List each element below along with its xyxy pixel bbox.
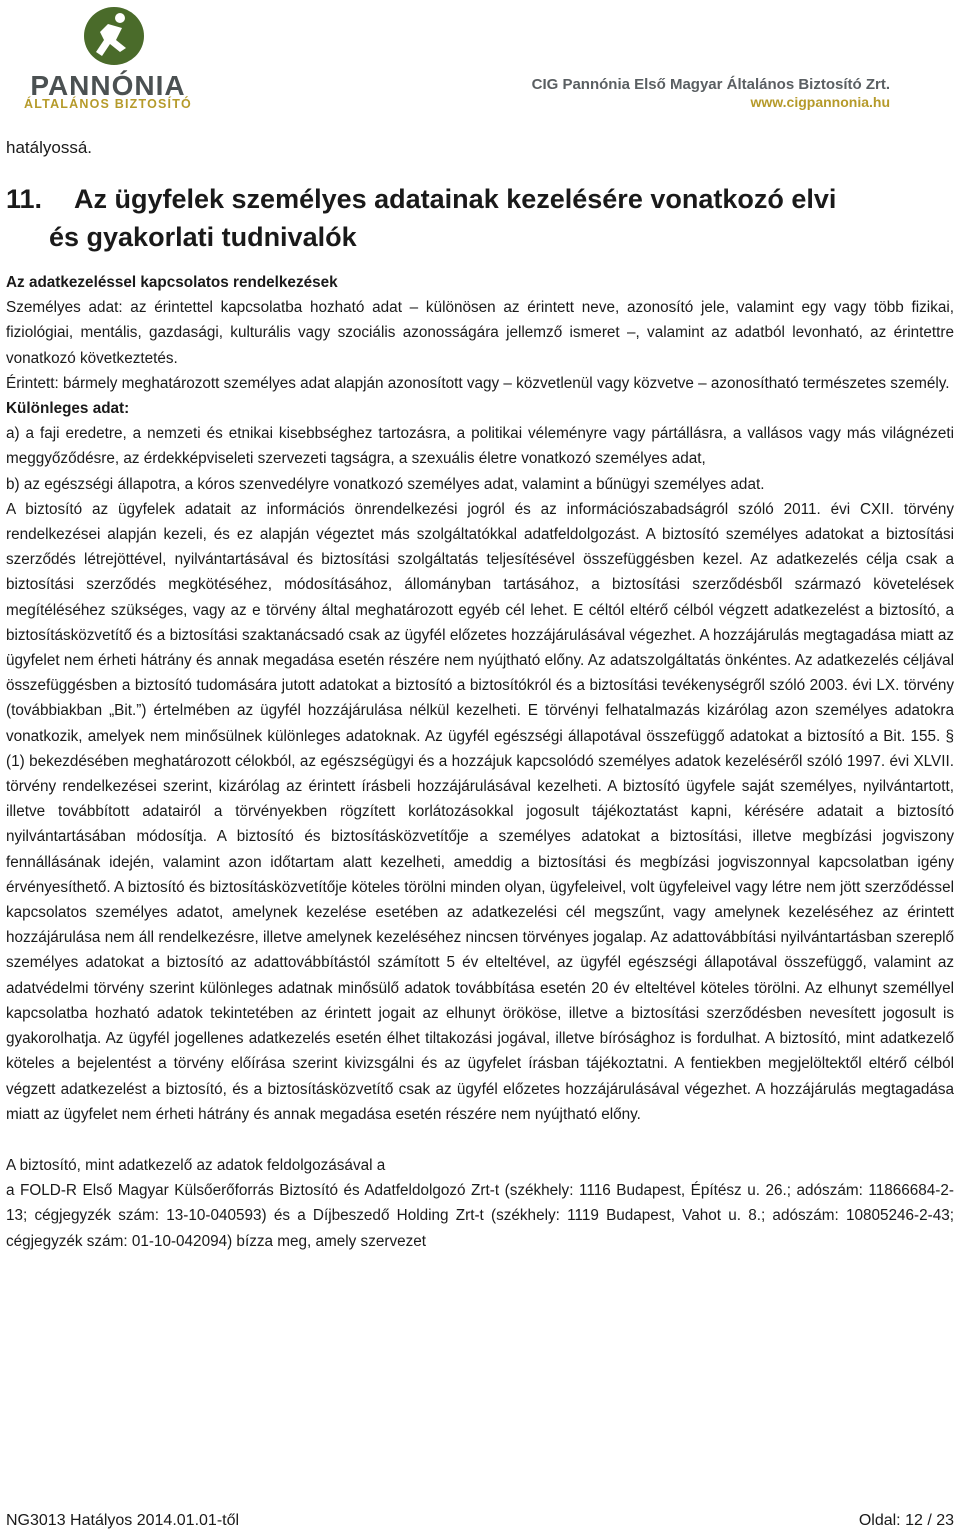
spacer (6, 1127, 954, 1153)
document-code: NG3013 Hatályos 2014.01.01-től (6, 1512, 240, 1529)
paragraph-personal-data: Személyes adat: az érintettel kapcsolatba hozható adat – különösen az érintett neve, azonosító jele, valamint egy vagy több fizikai, fiziológiai, mentális, gazdasági, kulturális vagy szociális azonosságára jellemző ismeret –, valamint az adatból levonható, az érintettre vonatkozó következtetés. (6, 299, 954, 367)
intro-text: hatályossá. (6, 138, 92, 157)
section-title-line2: és gyakorlati tudnivalók (49, 222, 357, 252)
paragraph-processor-intro: A biztosító, mint adatkezelő az adatok feldolgozásával a (6, 1156, 386, 1174)
section-title-line1: Az ügyfelek személyes adatainak kezelésére vonatkozó elvi (74, 184, 837, 214)
paragraph-affected-person: Érintett: bármely meghatározott személyes adat alapján azonosított vagy – közvetlenül vagy közvetve – azonosítható természetes személy. (6, 374, 950, 392)
pannonia-logo (16, 4, 200, 116)
logo-subtitle: ÁLTALÁNOS BIZTOSÍTÓ (24, 97, 192, 111)
section-title (6, 180, 954, 256)
paragraph-main: A biztosító az ügyfelek adatait az információs önrendelkezési jogról és az információszabadságról szóló 2011. évi CXII. törvény rendelkezései alapján kezeli, és ez alapján végeztet más szolgáltatókkal adatfeldolgozást. A biztosító személyes adatokat a biztosítási szerződés létrejöttével, nyilvántartásával és biztosítási szolgáltatás teljesítésével összefüggésben kezel. Az adatkezelés célja csak a biztosítási szerződés megkötéséhez, módosításához, állományban tartásához, a biztosítási szerződésből származó követelések megítéléséhez szükséges, vagy az e törvény által meghatározott egyéb cél lehet. E céltól eltérő célból végzett adatkezelést a biztosító, a biztosításközvetítő és a biztosítási szaktanácsadó csak az ügyfél előzetes hozzájárulásával végezhet. A hozzájárulás megtagadása miatt az ügyfelet nem érheti hátrány és annak megadása esetén részére nem nyújtható előny. Az adatszolgáltatás önkéntes. Az adatkezelés céljával összefüggésben a biztosító tudomására jutott adatokat a biztosító a biztosítókról és a biztosítási tevékenységről szóló 2003. évi LX. törvény (továbbiakban „Bit.”) értelmében az ügyfél hozzájárulása nélkül kezelheti. E törvényi felhatalmazás kizárólag azon személyes adatokra vonatkozik, amelyek nem minősülnek különleges adatoknak. Az ügyfél egészségi állapotával összefüggő adatokat a biztosító a Bit. 155. § (1) bekezdésében meghatározott célokból, az egészségügyi és a hozzájuk kapcsolódó személyes adatok kezeléséről szóló 1997. évi XLVII. törvény rendelkezései szerint, kizárólag az érintett írásbeli hozzájárulásával kezelheti. A biztosító ügyfele saját személyes, nyilvántartott, illetve továbbított adatairól a törvényekben rögzített korlátozásokkal jogosult tájékoztatást kapni, kérésére adatait a biztosító nyilvántartásában módosítja. A biztosító és biztosításközvetítője a személyes adatokat a biztosítási, illetve megbízási jogviszony fennállásának idején, valamint azon időtartam alatt kezelheti, ameddig a biztosítási és megbízási jogviszonnyal kapcsolatban igény érvényesíthető. A biztosító és biztosításközvetítője köteles törölni minden olyan, ügyfeleivel, volt ügyfeleivel vagy létre nem jött szerződéssel kapcsolatos személyes adatot, amelynek kezelése esetében az adatkezelési cél megszűnt, vagy amelynek kezeléséhez az érintett hozzájárulása nem áll rendelkezésre, illetve amelynek kezeléséhez nincsen törvényes jogalap. Az adattovábbítási nyilvántartásban szereplő személyes adatokat a biztosító az adattovábbítástól számított 5 év elteltével, az ügyfél egészségi állapotával összefüggő, valamint az adatvédelmi törvény szerint különleges adatnak minősülő adatok továbbítása esetén 20 év elteltével köteles törölni. Az elhunyt személlyel kapcsolatba hozható adatok tekintetében az érintett jogait az elhunyt örököse, illetve a biztosítási szerződésben nevesített jogosult is gyakorolhatja. Az ügyfél jogellenes adatkezelés esetén élhet tiltakozási jogával, illetve bírósághoz is fordulhat. A biztosító, mint adatkezelő köteles a bejelentést a törvény előírása szerint kivizsgálni és az ügyfelet írásban tájékoztatni. A fentiekben megjelöltektől eltérő célból végzett adatkezelést a biztosító, és a biztosításközvetítő csak az ügyfél előzetes hozzájárulásával végezhet. A hozzájárulás megtagadása miatt az ügyfelet nem érheti hátrány és annak megadása esetén részére nem nyújtható előny. (6, 500, 954, 1123)
paragraph-processor: a FOLD-R Első Magyar Külsőerőforrás Biztosító és Adatfeldolgozó Zrt-t (székhely: 1116 Budapest, Építész u. 26.; adószám: 11866684-2-13; cégjegyzék szám: 13-10-040593) és a Díjbeszedő Holding Zrt-t (székhely: 1119 Budapest, Vahot u. 8.; adószám: 10805246-2-43; cégjegyzék szám: 01-10-042094) bízza meg, amely szervezet (6, 1182, 954, 1250)
runner-icon (16, 4, 200, 74)
company-name: CIG Pannónia Első Magyar Általános Biztosító Zrt. (531, 76, 890, 93)
page-header (0, 0, 960, 120)
section-body (6, 270, 954, 1254)
section-number: 11. (6, 184, 43, 214)
paragraph-special-a: a) a faji eredetre, a nemzeti és etnikai kisebbséghez tartozásra, a politikai véleményre vagy pártállásra, a vallásos vagy más világnézeti meggyőződésre, az érdekképviseleti szervezeti tagságra, a szexuális életre vonatkozó személyes adat, (6, 425, 954, 468)
subheading: Az adatkezeléssel kapcsolatos rendelkezések (6, 274, 338, 291)
paragraph-special-b: b) az egészségi állapotra, a kóros szenvedélyre vonatkozó személyes adat, valamint a bűnügyi személyes adat. (6, 475, 765, 493)
logo-name: PANNÓNIA (30, 70, 186, 101)
company-url[interactable]: www.cigpannonia.hu (750, 94, 890, 110)
page-number: Oldal: 12 / 23 (858, 1512, 954, 1529)
special-data-label: Különleges adat: (6, 400, 130, 418)
